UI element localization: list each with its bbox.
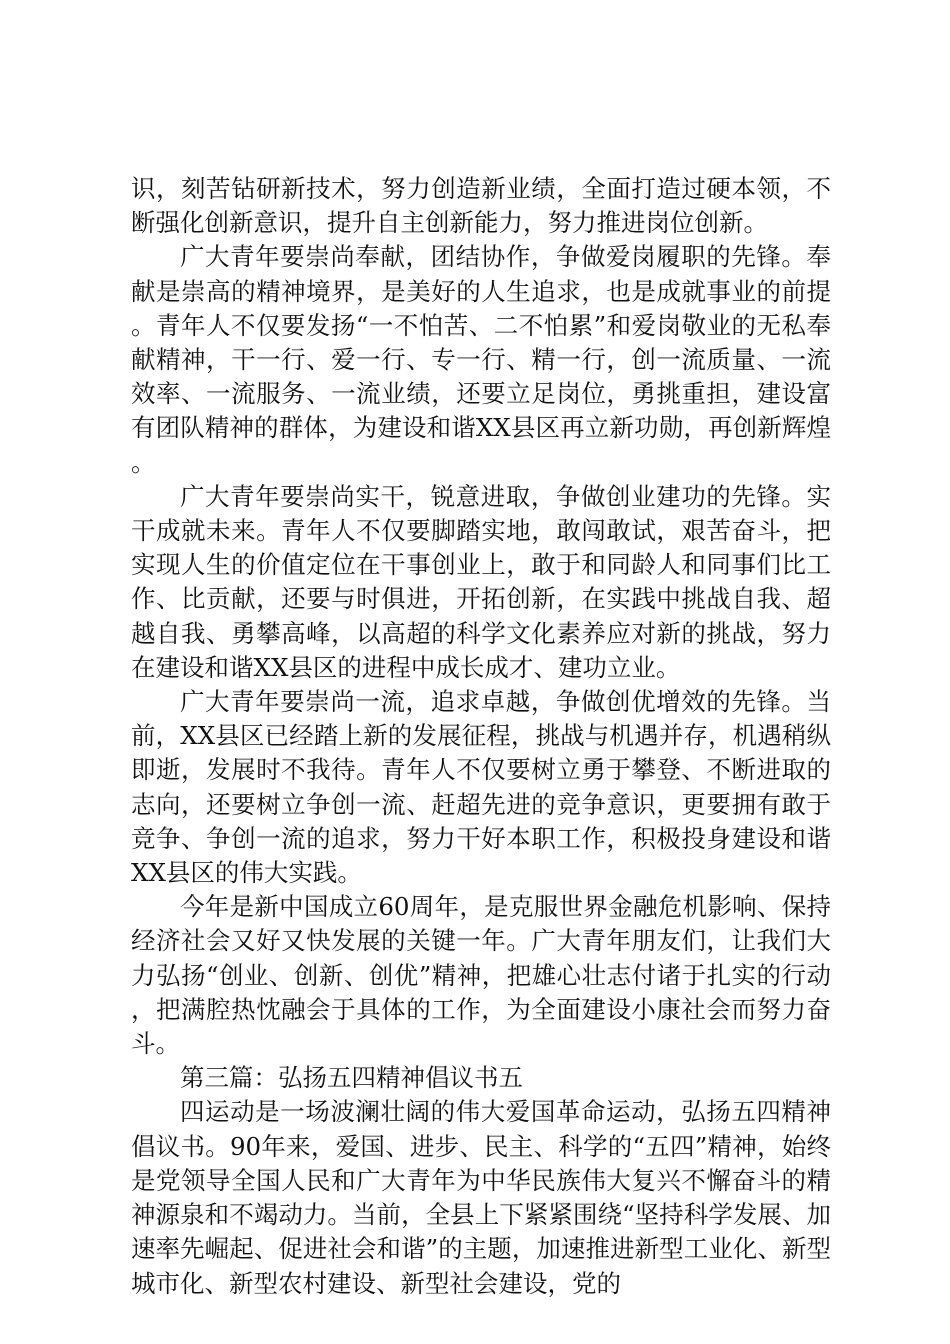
document-body	[131, 172, 831, 1301]
paragraph-dedication: 广大青年要崇尚奉献，团结协作，争做爱岗履职的先锋。奉献是崇高的精神境界，是美好的人生追求，也是成就事业的前提。青年人不仅要发扬“一不怕苦、二不怕累”和爱岗敬业的无私奉献精神，干一行、爱一行、专一行、精一行，创一流质量、一流效率、一流服务、一流业绩，还要立足岗位，勇挑重担，建设富有团队精神的群体，为建设和谐XX县区再立新功勋，再创新辉煌。	[131, 242, 831, 477]
paragraph-hard-work: 广大青年要崇尚实干，锐意进取，争做创业建功的先锋。实干成就未来。青年人不仅要脚踏实地，敢闯敢试，艰苦奋斗，把实现人生的价值定位在干事创业上，敢于和同龄人和同事们比工作、比贡献，还要与时俱进，开拓创新，在实践中挑战自我、超越自我、勇攀高峰，以高超的科学文化素养应对新的挑战，努力在建设和谐XX县区的进程中成长成才、建功立业。	[131, 481, 831, 682]
paragraph-continuation: 识，刻苦钻研新技术，努力创造新业绩，全面打造过硬本领，不断强化创新意识，提升自主创新能力，努力推进岗位创新。	[131, 174, 831, 238]
paragraph-may-fourth: 四运动是一场波澜壮阔的伟大爱国革命运动，弘扬五四精神倡议书。90年来，爱国、进步、民主、科学的“五四”精神，始终是党领导全国人民和广大青年为中华民族伟大复兴不懈奋斗的精神源泉和不竭动力。当前，全县上下紧紧围绕“坚持科学发展、加速率先崛起、促进社会和谐”的主题，加速推进新型工业化、新型城市化、新型农村建设、新型社会建设，党的	[131, 1097, 831, 1298]
section-heading: 第三篇：弘扬五四精神倡议书五	[180, 1063, 523, 1093]
paragraph-excellence: 广大青年要崇尚一流，追求卓越，争做创优增效的先锋。当前，XX县区已经踏上新的发展征程，挑战与机遇并存，机遇稍纵即逝，发展时不我待。青年人不仅要树立勇于攀登、不断进取的志向，还要树立争创一流、赶超先进的竞争意识，更要拥有敢于竞争、争创一流的追求，努力干好本职工作，积极投身建设和谐XX县区的伟大实践。	[131, 687, 831, 888]
paragraph-anniversary: 今年是新中国成立60周年，是克服世界金融危机影响、保持经济社会又好又快发展的关键一年。广大青年朋友们，让我们大力弘扬“创业、创新、创优”精神，把雄心壮志付诸于扎实的行动，把满腔热忱融会于具体的工作，为全面建设小康社会而努力奋斗。	[131, 892, 831, 1059]
